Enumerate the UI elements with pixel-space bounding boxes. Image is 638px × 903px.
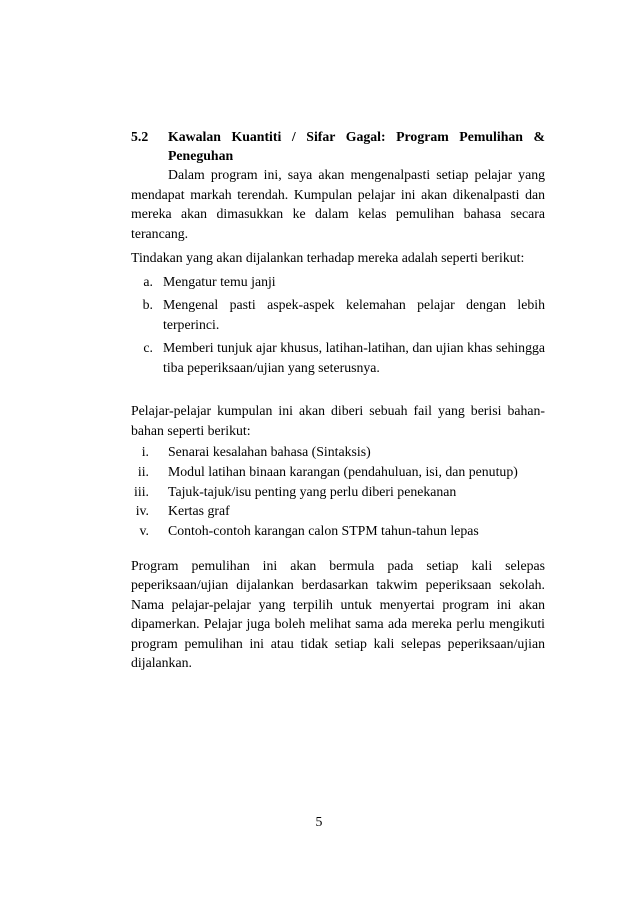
materials-list	[131, 442, 545, 541]
actions-lead-paragraph: Tindakan yang akan dijalankan terhadap mereka adalah seperti berikut:	[131, 250, 525, 265]
page-number: 5	[315, 814, 323, 829]
list-item	[131, 521, 545, 541]
list-marker: ii.	[137, 463, 149, 479]
list-marker: v.	[139, 523, 149, 539]
file-lead-paragraph: Pelajar-pelajar kumpulan ini akan diberi sebuah fail yang berisi bahan-bahan seperti berikut:	[131, 403, 545, 438]
section-title: Kawalan Kuantiti / Sifar Gagal: Program Pemulihan & Peneguhan	[168, 129, 545, 163]
list-item	[131, 272, 545, 292]
section-heading	[131, 127, 545, 165]
list-item-text: Memberi tunjuk ajar khusus, latihan-latihan, dan ujian khas sehingga tiba peperiksaan/ujian yang seterusnya.	[163, 340, 545, 375]
list-marker: iii.	[134, 483, 149, 499]
document-body	[131, 127, 545, 673]
closing-paragraph: Program pemulihan ini akan bermula pada setiap kali selepas peperiksaan/ujian dijalankan berdasarkan takwim peperiksaan sekolah. Nama pelajar-pelajar yang terpilih untuk menyertai program ini akan dipamerkan. Pelajar juga boleh melihat sama ada mereka perlu mengikuti program pemulihan ini atau tidak setiap kali selepas peperiksaan/ujian dijalankan.	[131, 557, 545, 671]
list-item	[131, 442, 545, 462]
list-item	[131, 338, 545, 377]
list-item	[131, 295, 545, 334]
list-marker: iv.	[135, 503, 149, 519]
actions-list	[131, 272, 545, 378]
list-item-text: Senarai kesalahan bahasa (Sintaksis)	[168, 444, 371, 459]
list-item	[131, 501, 545, 521]
list-item-text: Mengatur temu janji	[163, 273, 276, 289]
list-marker: c.	[143, 340, 153, 355]
list-marker: b.	[142, 297, 153, 312]
list-item-text: Contoh-contoh karangan calon STPM tahun-tahun lepas	[168, 523, 479, 539]
list-item	[131, 462, 545, 482]
section-number: 5.2	[131, 129, 149, 144]
list-item-text: Modul latihan binaan karangan (pendahuluan, isi, dan penutup)	[168, 463, 518, 479]
list-item-text: Mengenal pasti aspek-aspek kelemahan pelajar dengan lebih terperinci.	[163, 297, 545, 332]
list-item	[131, 482, 545, 502]
intro-paragraph: Dalam program ini, saya akan mengenalpasti setiap pelajar yang mendapat markah terendah. Kumpulan pelajar ini akan dikenalpasti dan mereka akan dimasukkan ke dalam kelas pemulihan bahasa secara terancang.	[131, 167, 545, 241]
list-item-text: Kertas graf	[168, 503, 230, 519]
list-marker: a.	[143, 273, 153, 289]
list-item-text: Tajuk-tajuk/isu penting yang perlu diberi penekanan	[168, 483, 457, 499]
list-marker: i.	[141, 444, 149, 459]
